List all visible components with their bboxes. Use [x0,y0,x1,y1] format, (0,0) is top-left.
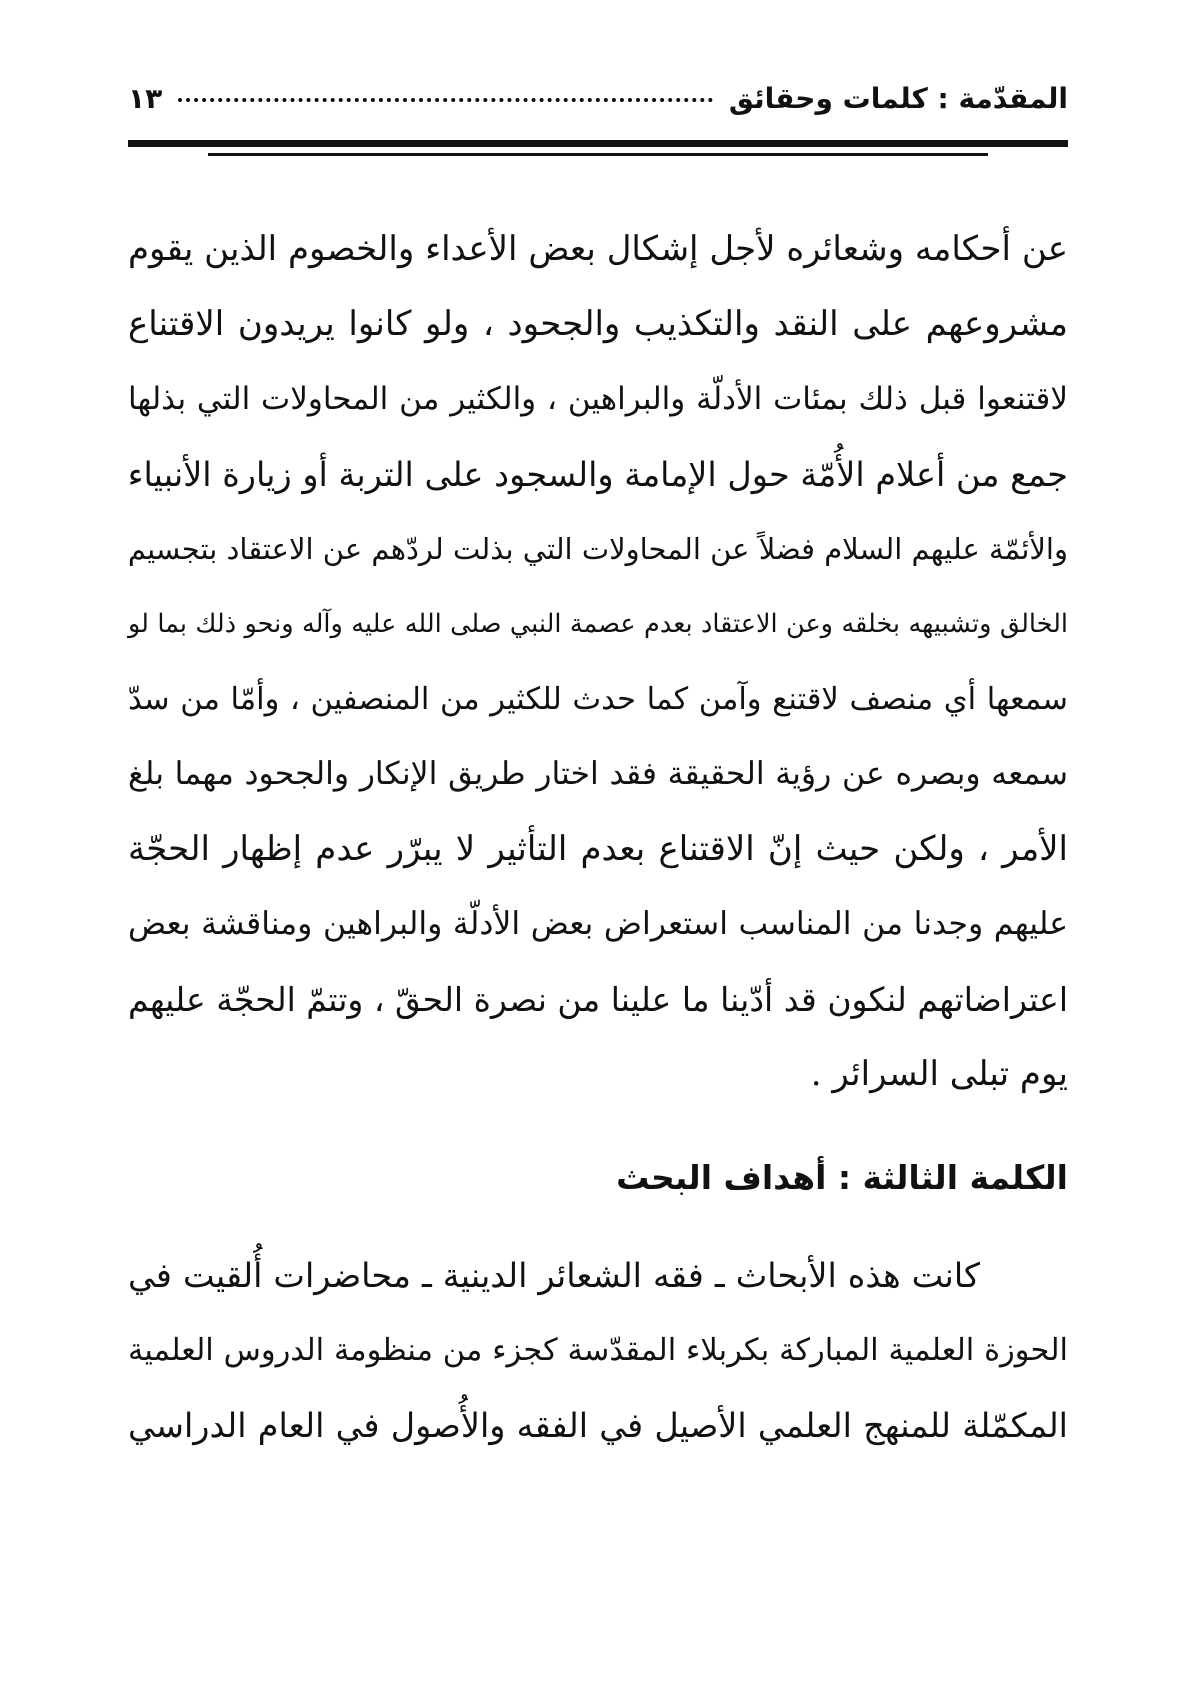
section-heading: الكلمة الثالثة : أهداف البحث [616,1158,1068,1197]
text-line: عن أحكامه وشعائره لأجل إشكال بعض الأعداء والخصوم الذين يقوم [128,229,1068,269]
paragraph-2 [128,1238,1068,1463]
text-line: اعتراضاتهم لنكون قد أدّينا ما علينا من نصرة الحقّ ، وتتمّ الحجّة عليهم [128,980,1068,1019]
text-line: كانت هذه الأبحاث ـ فقه الشعائر الدينية ـ محاضرات أُلقيت في [128,1256,980,1295]
text-line: الحوزة العلمية المباركة بكربلاء المقدّسة كجزء من منظومة الدروس العلمية [128,1333,1068,1368]
text-line: سمعها أي منصف لاقتنع وآمن كما حدث للكثير من المنصفين ، وأمّا من سدّ [128,682,1068,717]
text-line: يوم تبلى السرائر . [810,1054,1068,1094]
header-rule-thin [208,153,988,156]
paragraph-1 [128,212,1068,1112]
running-header [128,70,1068,126]
text-line: الخالق وتشبيهه بخلقه وعن الاعتقاد بعدم عصمة النبي صلى الله عليه وآله ونحو ذلك بما لو [128,609,1068,639]
header-dot-leader [178,82,713,102]
text-line: المكمّلة للمنهج العلمي الأصيل في الفقه والأُصول في العام الدراسي [128,1406,1068,1445]
header-title: المقدّمة : كلمات وحقائق [728,81,1068,115]
text-line: عليهم وجدنا من المناسب استعراض بعض الأدلّة والبراهين ومناقشة بعض [128,906,1068,942]
text-line: سمعه وبصره عن رؤية الحقيقة فقد اختار طريق الإنكار والجحود مهما بلغ [128,756,1068,792]
text-line: والأئمّة عليهم السلام فضلاً عن المحاولات التي بذلت لردّهم عن الاعتقاد بتجسيم [127,532,1068,566]
text-line: الأمر ، ولكن حيث إنّ الاقتناع بعدم التأثير لا يبرّر عدم إظهار الحجّة [128,829,1068,869]
header-rule-thick [128,140,1068,147]
text-line: جمع من أعلام الأُمّة حول الإمامة والسجود على التربة أو زيارة الأنبياء [127,455,1068,494]
text-line: مشروعهم على النقد والتكذيب والجحود ، ولو كانوا يريدون الاقتناع [128,304,1068,344]
page-number: ١٣ [128,81,163,115]
text-line: لاقتنعوا قبل ذلك بمئات الأدلّة والبراهين ، والكثير من المحاولات التي بذلها [128,381,1068,417]
